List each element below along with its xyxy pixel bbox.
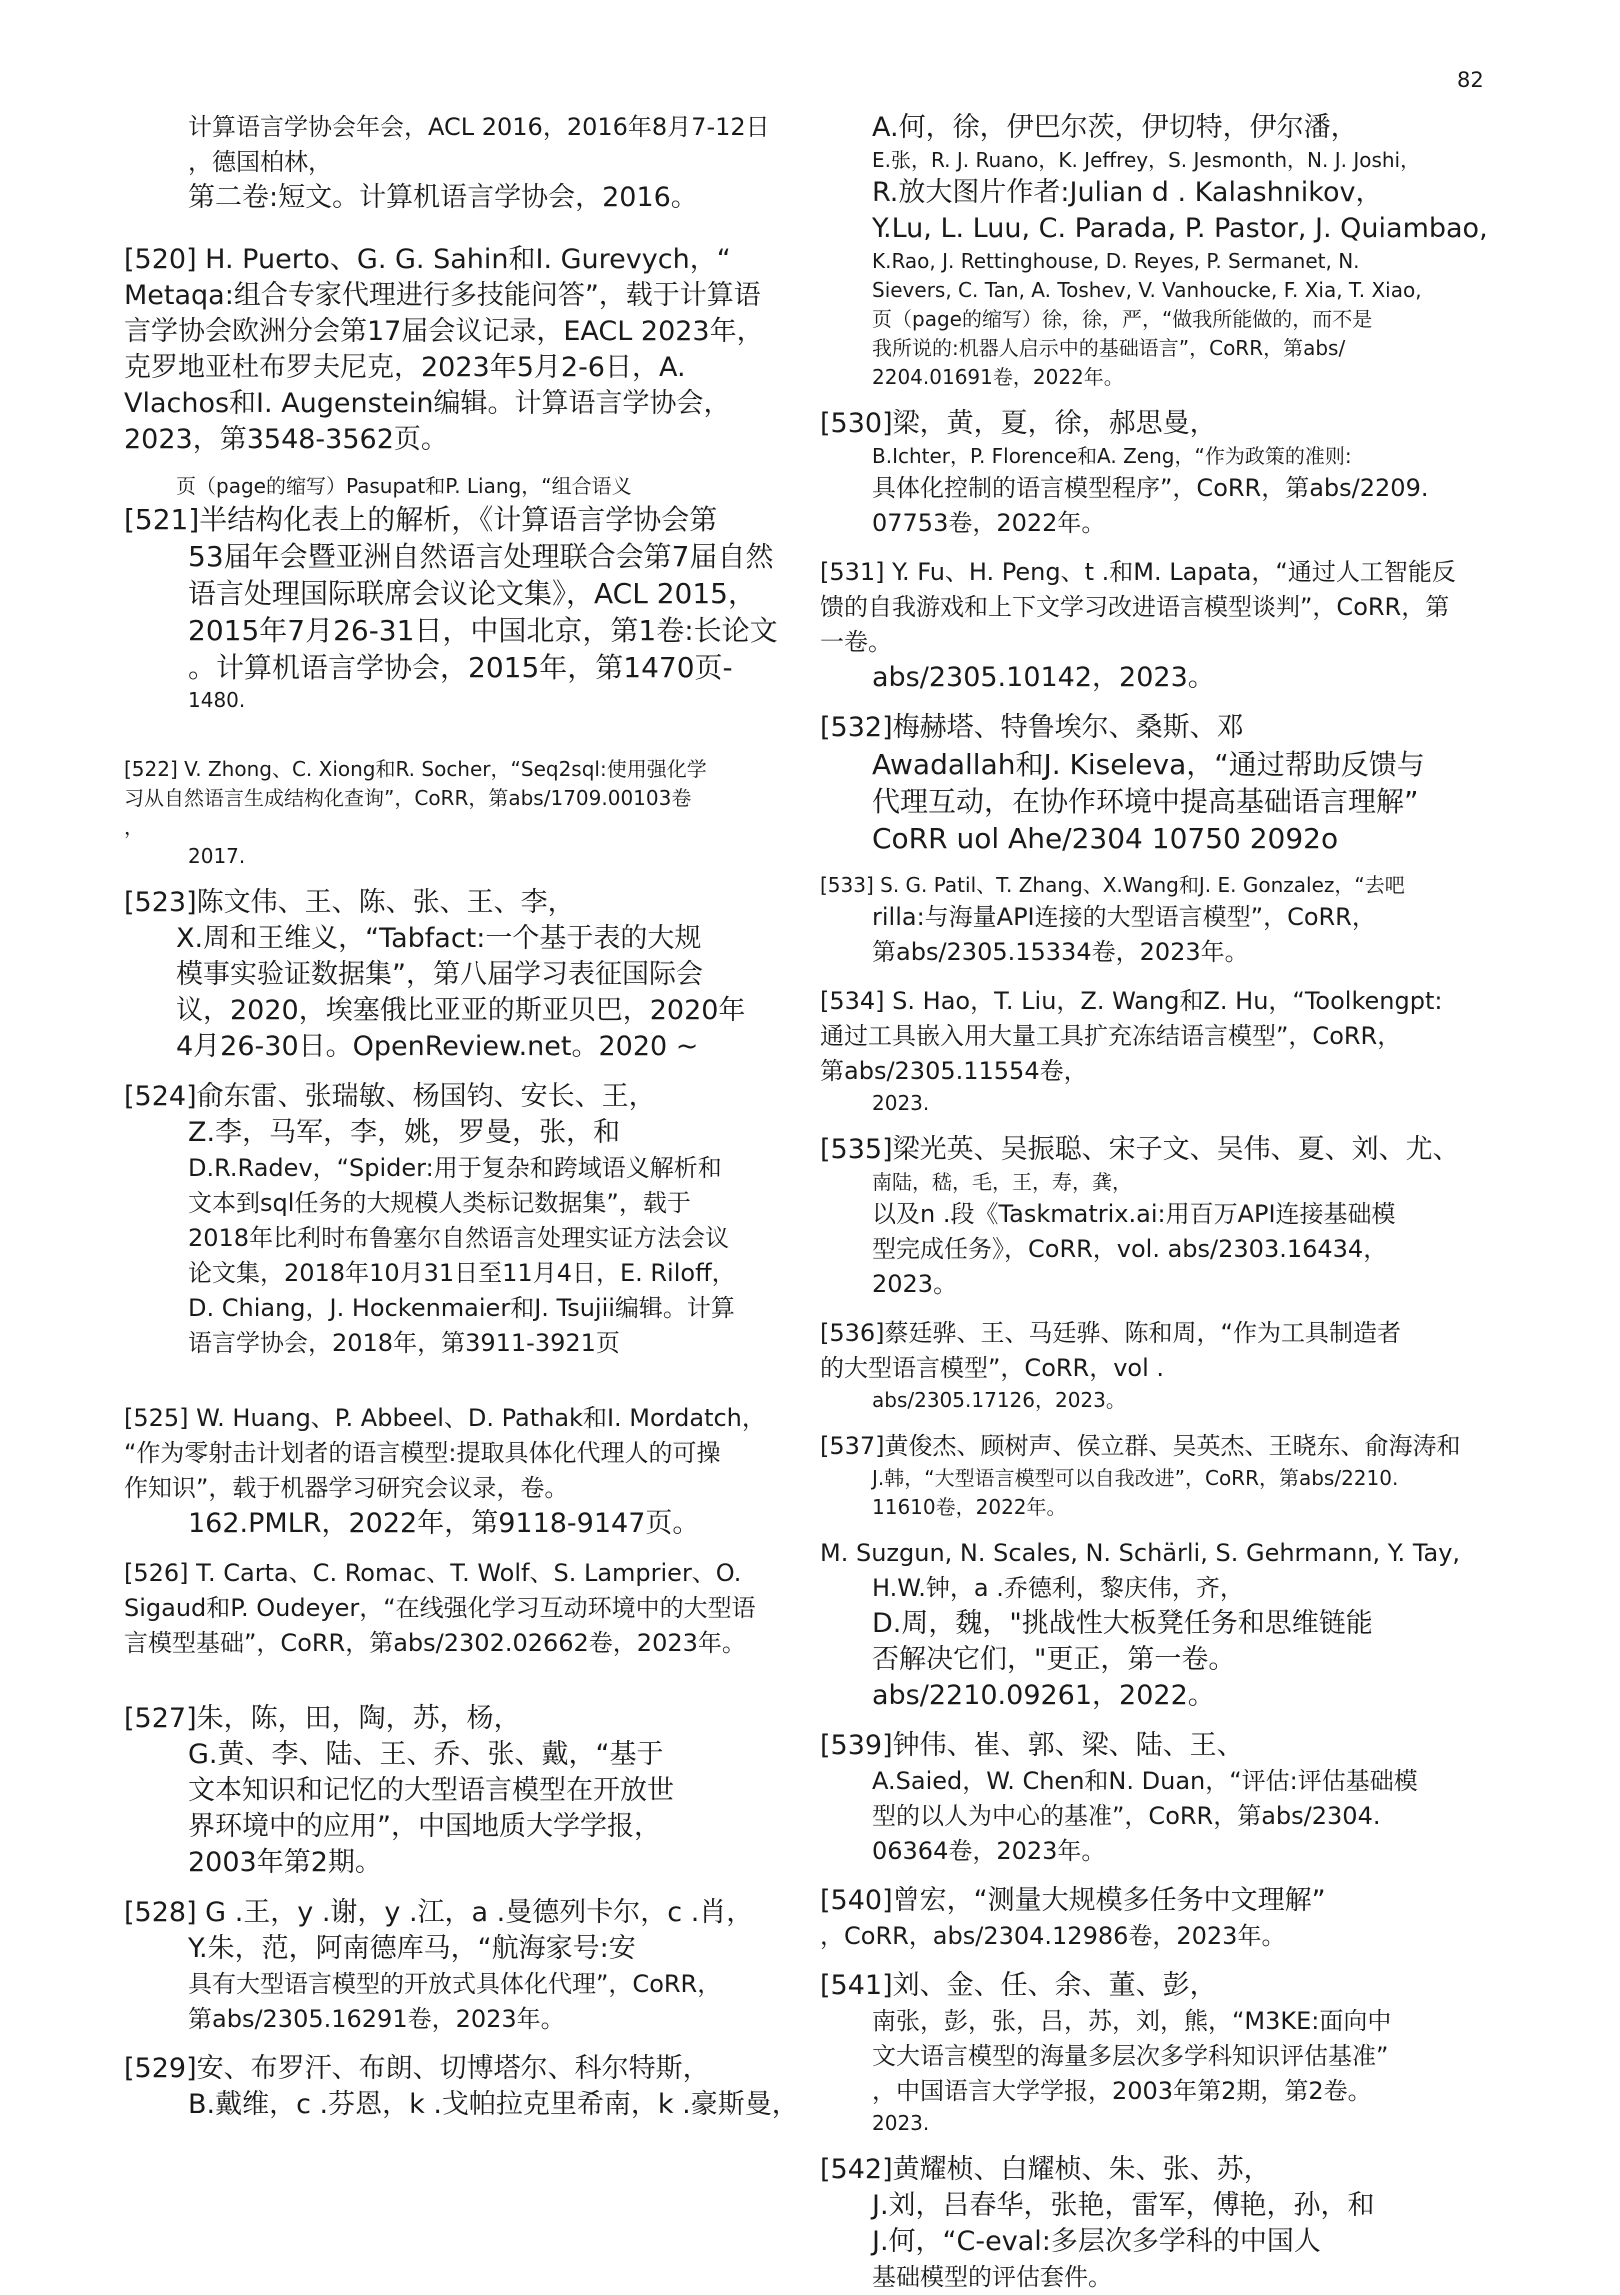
reference-line: rilla:与海量API连接的大型语言模型”，CoRR， bbox=[872, 903, 1376, 931]
reference-line: G.黄、李、陆、王、乔、张、戴，“基于 bbox=[188, 1739, 664, 1770]
reference-line: abs/2305.17126，2023。 bbox=[872, 1388, 1126, 1412]
reference-line: abs/2305.10142，2023。 bbox=[872, 662, 1215, 693]
page-number: 82 bbox=[1457, 68, 1484, 92]
reference-line: 语言学协会，2018年，第3911-3921页 bbox=[188, 1329, 620, 1357]
reference-entry-cont-519 bbox=[124, 110, 800, 216]
reference-line: Z.李，马军，李，姚，罗曼，张，和 bbox=[188, 1117, 621, 1148]
reference-line: 2017. bbox=[188, 844, 246, 868]
reference-line: 2023. bbox=[872, 1091, 930, 1115]
reference-entry-ref-537 bbox=[820, 1429, 1560, 1522]
reference-line: 代理互动，在协作环境中提高基础语言理解” bbox=[872, 785, 1419, 818]
reference-line: H.W.钟，a .乔德利，黎庆伟，齐， bbox=[872, 1574, 1244, 1602]
reference-line: J.刘，吕春华，张艳，雷军，傅艳，孙，和 bbox=[872, 2190, 1375, 2221]
reference-line: 界环境中的应用”，中国地质大学学报， bbox=[188, 1811, 661, 1842]
reference-line: 页（page的缩写）Pasupat和P. Liang，“组合语义 bbox=[176, 474, 632, 498]
reference-line: [530]梁，黄，夏，徐，郝思曼， bbox=[820, 408, 1217, 439]
reference-line: [542]黄耀桢、白耀桢、朱、张、苏， bbox=[820, 2154, 1271, 2185]
reference-line: 2003年第2期。 bbox=[188, 1847, 382, 1878]
reference-line: [536]蔡廷骅、王、马廷骅、陈和周，“作为工具制造者 bbox=[820, 1319, 1401, 1347]
reference-line: 的大型语言模型”，CoRR，vol . bbox=[820, 1354, 1165, 1382]
reference-entry-ref-539 bbox=[820, 1728, 1560, 1869]
reference-entry-ref-530 bbox=[820, 406, 1560, 541]
reference-entry-ref-532 bbox=[820, 710, 1560, 857]
reference-line: Awadallah和J. Kiseleva，“通过帮助反馈与 bbox=[872, 748, 1425, 781]
reference-line: 文大语言模型的海量多层次多学科知识评估基准” bbox=[872, 2042, 1389, 2070]
reference-line: J.韩，“大型语言模型可以自我改进”，CoRR，第abs/2210. bbox=[872, 1466, 1399, 1490]
reference-line: 基础模型的评估套件。 bbox=[872, 2263, 1112, 2291]
reference-line: 克罗地亚杜布罗夫尼克，2023年5月2-6日，A. bbox=[124, 352, 686, 383]
reference-entry-ref-531 bbox=[820, 555, 1560, 696]
reference-line: “作为零射击计划者的语言模型:提取具体化代理人的可操 bbox=[124, 1439, 721, 1467]
reference-line: 文本知识和记忆的大型语言模型在开放世 bbox=[188, 1775, 674, 1806]
reference-line: 言模型基础”，CoRR，第abs/2302.02662卷，2023年。 bbox=[124, 1629, 746, 1657]
reference-line: 53届年会暨亚洲自然语言处理联合会第7届自然 bbox=[188, 540, 774, 573]
reference-line: ，德国柏林， bbox=[188, 148, 332, 176]
reference-entry-ref-525 bbox=[124, 1401, 800, 1542]
reference-entry-ref-538 bbox=[820, 1536, 1560, 1714]
reference-line: 2023。 bbox=[872, 1270, 958, 1298]
reference-line: 论文集，2018年10月31日至11月4日，E. Riloff， bbox=[188, 1259, 736, 1287]
reference-line: 习从自然语言生成结构化查询”，CoRR，第abs/1709.00103卷 bbox=[124, 786, 692, 810]
reference-line: 我所说的:机器人启示中的基础语言”，CoRR，第abs/ bbox=[872, 336, 1346, 360]
reference-line: ， bbox=[124, 815, 144, 839]
reference-line: 计算语言学协会年会，ACL 2016，2016年8月7-12日 bbox=[188, 113, 770, 141]
reference-line: K.Rao, J. Rettinghouse, D. Reyes, P. Sermanet, N. bbox=[872, 249, 1360, 273]
reference-line: 第二卷:短文。计算机语言学协会，2016。 bbox=[188, 182, 698, 213]
reference-line: [522] V. Zhong、C. Xiong和R. Socher，“Seq2sql:使用强化学 bbox=[124, 757, 707, 781]
reference-line: 页（page的缩写）徐，徐，严，“做我所能做的，而不是 bbox=[872, 307, 1373, 331]
reference-line: ，中国语言大学学报，2003年第2期，第2卷。 bbox=[872, 2077, 1372, 2105]
reference-line: Metaqa:组合专家代理进行多技能问答”，载于计算语 bbox=[124, 280, 761, 311]
reference-line: 南陆，嵇，毛，王，寿，龚， bbox=[872, 1170, 1132, 1194]
reference-line: 南张，彭，张，吕，苏，刘，熊，“M3KE:面向中 bbox=[872, 2007, 1392, 2035]
reference-line: [539]钟伟、崔、郭、梁、陆、王、 bbox=[820, 1730, 1244, 1761]
right-column bbox=[820, 110, 1560, 2295]
reference-line: 作知识”，载于机器学习研究会议录，卷。 bbox=[124, 1474, 569, 1502]
reference-entry-ref-534 bbox=[820, 984, 1560, 1118]
reference-line: D. Chiang，J. Hockenmaier和J. Tsujii编辑。计算 bbox=[188, 1294, 735, 1322]
reference-line: 以及n .段《Taskmatrix.ai:用百万API连接基础模 bbox=[872, 1200, 1396, 1228]
reference-line: 1480. bbox=[188, 688, 246, 712]
reference-line: 具体化控制的语言模型程序”，CoRR，第abs/2209. bbox=[872, 474, 1429, 502]
reference-entry-cont-529 bbox=[820, 110, 1560, 392]
reference-line: [527]朱，陈，田，陶，苏，杨， bbox=[124, 1703, 521, 1734]
reference-line: 2018年比利时布鲁塞尔自然语言处理实证方法会议 bbox=[188, 1224, 730, 1252]
reference-entry-ref-540 bbox=[820, 1883, 1560, 1954]
reference-line: R.放大图片作者:Julian d . Kalashnikov， bbox=[872, 177, 1383, 208]
reference-entry-ref-535 bbox=[820, 1132, 1560, 1302]
reference-line: D.周，魏，"挑战性大板凳任务和思维链能 bbox=[872, 1608, 1373, 1639]
reference-entry-ref-541 bbox=[820, 1968, 1560, 2138]
reference-line: A.Saied，W. Chen和N. Duan，“评估:评估基础模 bbox=[872, 1767, 1418, 1795]
reference-line: Vlachos和I. Augenstein编辑。计算语言学协会， bbox=[124, 388, 731, 419]
reference-line: [523]陈文伟、王、陈、张、王、李， bbox=[124, 887, 575, 918]
reference-line: [526] T. Carta、C. Romac、T. Wolf、S. Lamprier、O. bbox=[124, 1559, 742, 1587]
reference-line: 4月26-30日。OpenReview.net。2020 ~ bbox=[176, 1031, 699, 1062]
reference-line: [529]安、布罗汗、布朗、切博塔尔、科尔特斯， bbox=[124, 2053, 710, 2084]
reference-line: 162.PMLR，2022年，第9118-9147页。 bbox=[188, 1508, 700, 1539]
reference-line: [534] S. Hao，T. Liu，Z. Wang和Z. Hu，“Toolkengpt: bbox=[820, 987, 1443, 1015]
reference-line: [535]梁光英、吴振聪、宋子文、吴伟、夏、刘、尤、 bbox=[820, 1134, 1460, 1165]
reference-line: 07753卷，2022年。 bbox=[872, 509, 1106, 537]
reference-line: [521]半结构化表上的解析，《计算语言学协会第 bbox=[124, 503, 718, 536]
reference-line: 具有大型语言模型的开放式具体化代理”，CoRR， bbox=[188, 1970, 722, 1998]
reference-line: 通过工具嵌入用大量工具扩充冻结语言模型”，CoRR， bbox=[820, 1022, 1402, 1050]
reference-line: [525] W. Huang、P. Abbeel、D. Pathak和I. Mordatch， bbox=[124, 1404, 766, 1432]
reference-line: ，CoRR，abs/2304.12986卷，2023年。 bbox=[820, 1922, 1286, 1950]
reference-line: 2023. bbox=[872, 2111, 930, 2135]
reference-line: X.周和王维义，“Tabfact:一个基于表的大规 bbox=[176, 923, 702, 954]
reference-line: 2015年7月26-31日，中国北京，第1卷:长论文 bbox=[188, 614, 778, 647]
reference-line: CoRR uol Ahe/2304 10750 2092o bbox=[872, 822, 1339, 855]
reference-entry-ref-527 bbox=[124, 1701, 800, 1881]
reference-line: [528] G .王，y .谢，y .江，a .曼德列卡尔，c .肖， bbox=[124, 1897, 754, 1928]
reference-line: J.何，“C-eval:多层次多学科的中国人 bbox=[872, 2226, 1321, 2257]
reference-line: 型的以人为中心的基准”，CoRR，第abs/2304. bbox=[872, 1802, 1381, 1830]
reference-line: [531] Y. Fu、H. Peng、t .和M. Lapata，“通过人工智能反 bbox=[820, 558, 1456, 586]
reference-line: [533] S. G. Patil、T. Zhang、X.Wang和J. E. Gonzalez，“去吧 bbox=[820, 873, 1405, 897]
reference-line: M. Suzgun, N. Scales, N. Schärli, S. Gehrmann, Y. Tay, bbox=[820, 1539, 1461, 1567]
reference-entry-ref-522 bbox=[124, 755, 800, 871]
reference-line: 语言处理国际联席会议论文集》，ACL 2015， bbox=[188, 577, 756, 610]
reference-line: [520] H. Puerto、G. G. Sahin和I. Gurevych，“ bbox=[124, 244, 731, 275]
reference-line: [540]曾宏，“测量大规模多任务中文理解” bbox=[820, 1885, 1326, 1916]
reference-line: [532]梅赫塔、特鲁埃尔、桑斯、邓 bbox=[820, 712, 1244, 743]
reference-line: Sigaud和P. Oudeyer，“在线强化学习互动环境中的大型语 bbox=[124, 1594, 756, 1622]
reference-entry-ref-529 bbox=[124, 2051, 800, 2123]
reference-entry-ref-536 bbox=[820, 1316, 1560, 1415]
reference-line: [524]俞东雷、张瑞敏、杨国钧、安长、王， bbox=[124, 1081, 656, 1112]
reference-line: abs/2210.09261，2022。 bbox=[872, 1680, 1215, 1711]
reference-line: 一卷。 bbox=[820, 628, 892, 656]
reference-entry-ref-524 bbox=[124, 1079, 800, 1361]
reference-line: 11610卷，2022年。 bbox=[872, 1495, 1067, 1519]
reference-line: 2023，第3548-3562页。 bbox=[124, 424, 448, 455]
reference-entry-ref-528 bbox=[124, 1895, 800, 2037]
reference-line: 第abs/2305.15334卷，2023年。 bbox=[872, 938, 1249, 966]
reference-entry-ref-526 bbox=[124, 1556, 800, 1661]
left-column bbox=[124, 110, 800, 2123]
reference-line: Y.Lu, L. Luu, C. Parada, P. Pastor, J. Quiambao, bbox=[872, 213, 1488, 244]
reference-line: D.R.Radev，“Spider:用于复杂和跨域语义解析和 bbox=[188, 1154, 722, 1182]
reference-line: 议，2020，埃塞俄比亚亚的斯亚贝巴，2020年 bbox=[176, 995, 746, 1026]
reference-line: [541]刘、金、任、余、董、彭， bbox=[820, 1970, 1217, 2001]
reference-line: B.戴维，c .芬恩，k .戈帕拉克里希南，k .豪斯曼， bbox=[188, 2089, 799, 2120]
reference-entry-ref-520 bbox=[124, 242, 800, 458]
reference-line: E.张，R. J. Ruano，K. Jeffrey，S. Jesmonth，N. J. Joshi， bbox=[872, 148, 1421, 172]
reference-entry-ref-533 bbox=[820, 871, 1560, 970]
reference-line: 2204.01691卷，2022年。 bbox=[872, 365, 1124, 389]
reference-line: A.何，徐，伊巴尔茨，伊切特，伊尔潘， bbox=[872, 112, 1358, 143]
reference-line: 06364卷，2023年。 bbox=[872, 1837, 1106, 1865]
reference-line: [537]黄俊杰、顾树声、侯立群、吴英杰、王晓东、俞海涛和 bbox=[820, 1432, 1461, 1460]
reference-entry-ref-521 bbox=[124, 472, 800, 715]
reference-line: 否解决它们，"更正，第一卷。 bbox=[872, 1644, 1236, 1675]
reference-line: 模事实验证数据集”，第八届学习表征国际会 bbox=[176, 959, 703, 990]
reference-line: Sievers, C. Tan, A. Toshev, V. Vanhoucke, F. Xia, T. Xiao, bbox=[872, 278, 1422, 302]
reference-entry-ref-523 bbox=[124, 885, 800, 1065]
reference-line: 言学协会欧洲分会第17届会议记录，EACL 2023年， bbox=[124, 316, 764, 347]
reference-line: 第abs/2305.16291卷，2023年。 bbox=[188, 2005, 565, 2033]
reference-line: 文本到sql任务的大规模人类标记数据集”，载于 bbox=[188, 1189, 691, 1217]
reference-line: B.Ichter，P. Florence和A. Zeng，“作为政策的准则: bbox=[872, 444, 1352, 468]
reference-line: 。计算机语言学协会，2015年，第1470页- bbox=[188, 651, 733, 684]
reference-line: 馈的自我游戏和上下文学习改进语言模型谈判”，CoRR，第 bbox=[820, 593, 1450, 621]
reference-entry-ref-542 bbox=[820, 2152, 1560, 2295]
reference-line: 第abs/2305.11554卷， bbox=[820, 1057, 1088, 1085]
reference-line: Y.朱，范，阿南德库马，“航海家号:安 bbox=[188, 1933, 636, 1964]
reference-line: 型完成任务》，CoRR，vol. abs/2303.16434， bbox=[872, 1235, 1388, 1263]
